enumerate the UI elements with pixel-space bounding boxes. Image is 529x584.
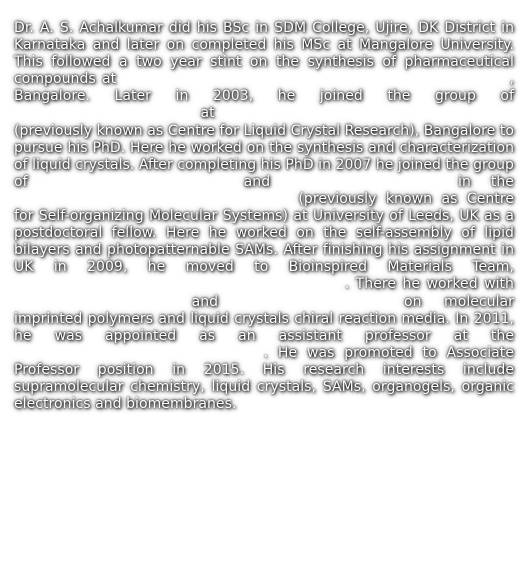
- bio-text-3: at: [200, 105, 215, 122]
- bio-text-8: . There he worked with: [344, 276, 514, 293]
- bio-text-1: Dr. A. S. Achalkumar did his BSc in SDM College, Ujire, DK District in Karnataka and later on completed his MSc at Mangalore University. This followed a two year stint on the synthesis of pharmaceutical compounds at: [14, 20, 514, 88]
- bio-text-5: and: [243, 173, 271, 190]
- bio-text-4: (previously known as Centre for Liquid Crystal Research), Bangalore to pursue his PhD. Here he worked on the synthesis and characterization of liquid crystals. After completing his PhD in 2007 he joined the group of: [14, 122, 514, 190]
- link-placeholder: [14, 191, 289, 207]
- link-placeholder: [290, 174, 438, 190]
- bio-text-11: . He was promoted to Associate Professor position in 2015. His research interests include supramolecular chemistry, liquid crystals, SAMs, organogels, organic electronics and biomembranes.: [14, 344, 514, 413]
- link-placeholder: [14, 345, 254, 361]
- link-placeholder: [14, 276, 338, 292]
- biography-paragraph: [14, 20, 514, 413]
- bio-text-9: and: [191, 293, 219, 310]
- link-placeholder: [241, 294, 382, 310]
- link-placeholder: [14, 105, 176, 121]
- bio-text-2: , Bangalore. Later in 2003, he joined the group of: [14, 71, 514, 105]
- bio-text-10: on molecular imprinted polymers and liquid crystals chiral reaction media. In 2011, he was appointed as an assistant professor at the: [14, 293, 514, 344]
- link-placeholder: [48, 174, 224, 190]
- link-placeholder: [239, 105, 514, 121]
- bio-text-6: in the: [458, 173, 514, 190]
- link-placeholder: [14, 294, 169, 310]
- bio-text-7: (previously known as Centre for Self-organizing Molecular Systems) at University of Leeds, UK as a postdoctoral fellow. Here he worked on the self-assembly of lipid bilayers and photopatternable SAMs. After finishing his assignment in UK in 2009, he moved to Bioinspired Materials Team,: [14, 190, 514, 276]
- link-placeholder: [122, 71, 503, 87]
